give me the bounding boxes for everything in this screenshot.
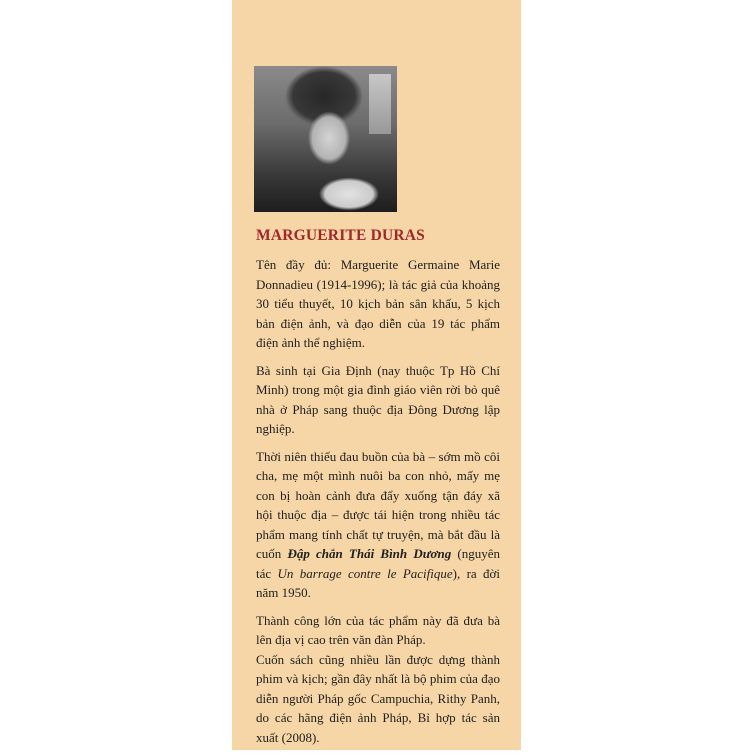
photo-background-window bbox=[369, 74, 391, 134]
bio-paragraph-3-text-b: (nguyên tác bbox=[256, 546, 500, 581]
bio-paragraph-5: Cuốn sách cũng nhiều lần được dựng thành phim và kịch; gần đây nhất là bộ phim của đạo diễn người Pháp gốc Campuchia, Rithy Panh, do các hãng điện ảnh Pháp, Bỉ hợp tác sản xuất (2008). bbox=[256, 651, 500, 745]
book-title-vietnamese: Đập chắn Thái Bình Dương bbox=[287, 546, 452, 561]
bio-paragraph-3 bbox=[256, 447, 500, 603]
bio-paragraph-3-text-c: ), ra đời năm 1950. bbox=[256, 565, 501, 600]
author-photo bbox=[254, 66, 397, 212]
book-title-original: Un barrage contre le Pacifique bbox=[277, 565, 453, 581]
bio-paragraph-2: Bà sinh tại Gia Định (nay thuộc Tp Hồ Chí Minh) trong một gia đình giáo viên rời bỏ quê nhà ở Pháp sang thuộc địa Đông Dương lập nghiệp. bbox=[256, 362, 500, 436]
author-name: MARGUERITE DURAS bbox=[256, 227, 425, 244]
author-bio bbox=[256, 226, 500, 755]
bio-paragraph-1: Tên đầy đủ: Marguerite Germaine Marie Donnadieu (1914-1996); là tác giả của khoảng 30 tiểu thuyết, 10 kịch bản sân khấu, 5 kịch bản điện ảnh, và đạo diễn của 19 tác phẩm điện ảnh thể nghiệm. bbox=[256, 257, 500, 350]
bio-paragraph-3-text-a: Thời niên thiếu đau buồn của bà – sớm mồ côi cha, mẹ một mình nuôi ba con nhỏ, mấy mẹ con bị hoàn cảnh đưa đẩy xuống tận đáy xã hội thuộc địa – được tái hiện trong nhiều tác phẩm mang tính chất tự truyện, mà bắt đầu là cuốn bbox=[256, 448, 500, 561]
bio-paragraph-4: Thành công lớn của tác phẩm này đã đưa bà lên địa vị cao trên văn đàn Pháp. bbox=[256, 612, 500, 647]
